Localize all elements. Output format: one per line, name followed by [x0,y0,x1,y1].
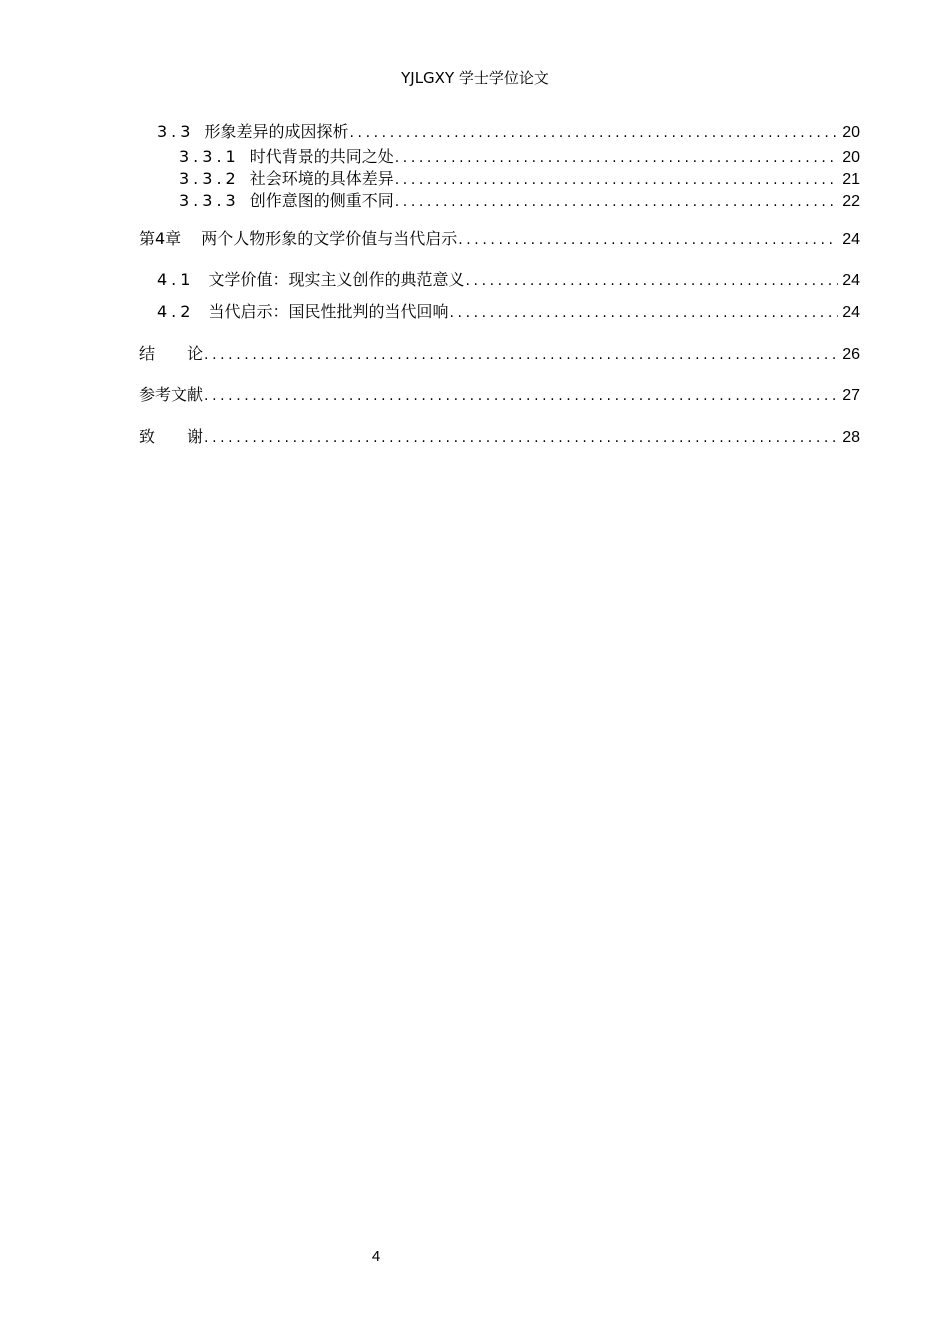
toc-entry-page: 27 [842,387,860,404]
toc-entry-chapter-4[interactable] [139,228,860,251]
toc-entry-title: 文学价值：现实主义创作的典范意义 [208,270,465,289]
toc-entry-number: 第4章 [139,229,182,248]
toc-leader-dots [458,229,838,251]
toc-entry-title: 创作意图的侧重不同 [249,191,394,210]
toc-leader-dots [395,191,838,213]
toc-entry-number: 3.3.3 [179,191,240,210]
toc-entry-page: 28 [842,429,860,446]
toc-entry-4-2[interactable] [157,301,860,324]
toc-entry-3-3-2[interactable] [179,168,860,191]
toc-entry-title: 社会环境的具体差异 [249,169,394,188]
toc-entry-3-3[interactable] [157,121,860,144]
toc-entry-number: 3.3.1 [179,147,240,166]
toc-leader-dots [395,169,838,191]
toc-entry-number: 3.3 [157,122,195,141]
toc-entry-title: 时代背景的共同之处 [249,147,394,166]
toc-entry-4-1[interactable] [157,269,860,292]
toc-leader-dots [465,270,838,292]
toc-entry-number: 4.1 [157,270,195,289]
toc-entry-page: 24 [842,304,860,321]
toc-leader-dots [395,147,838,169]
toc-entry-title: 当代启示：国民性批判的当代回响 [208,302,449,321]
toc-entry-3-3-3[interactable] [179,190,860,213]
toc-leader-dots [449,302,838,324]
toc-entry-title: 形象差异的成因探析 [204,122,349,141]
toc-leader-dots [204,385,838,407]
toc-entry-3-3-1[interactable] [179,146,860,169]
toc-entry-title: 结 论 [139,344,204,363]
toc-entry-number: 3.3.2 [179,169,240,188]
toc-leader-dots [204,427,838,449]
page-number: 4 [371,1248,381,1265]
toc-entry-number: 4.2 [157,302,195,321]
toc-entry-page: 26 [842,346,860,363]
page-header: YJLGXY 学士学位论文 [401,69,549,87]
toc-entry-page: 20 [842,124,860,141]
toc-entry-acknowledgements[interactable] [139,426,860,449]
toc-entry-conclusion[interactable] [139,343,860,366]
toc-entry-references[interactable] [139,384,860,407]
toc-entry-page: 24 [842,231,860,248]
toc-entry-page: 24 [842,272,860,289]
toc-leader-dots [349,122,838,144]
toc-entry-page: 21 [842,171,860,188]
toc-leader-dots [204,344,838,366]
toc-entry-page: 20 [842,149,860,166]
toc-entry-title: 参考文献 [139,385,204,404]
toc-entry-page: 22 [842,193,860,210]
toc-entry-title: 致 谢 [139,427,204,446]
toc-entry-title: 两个人物形象的文学价值与当代启示 [201,229,458,248]
